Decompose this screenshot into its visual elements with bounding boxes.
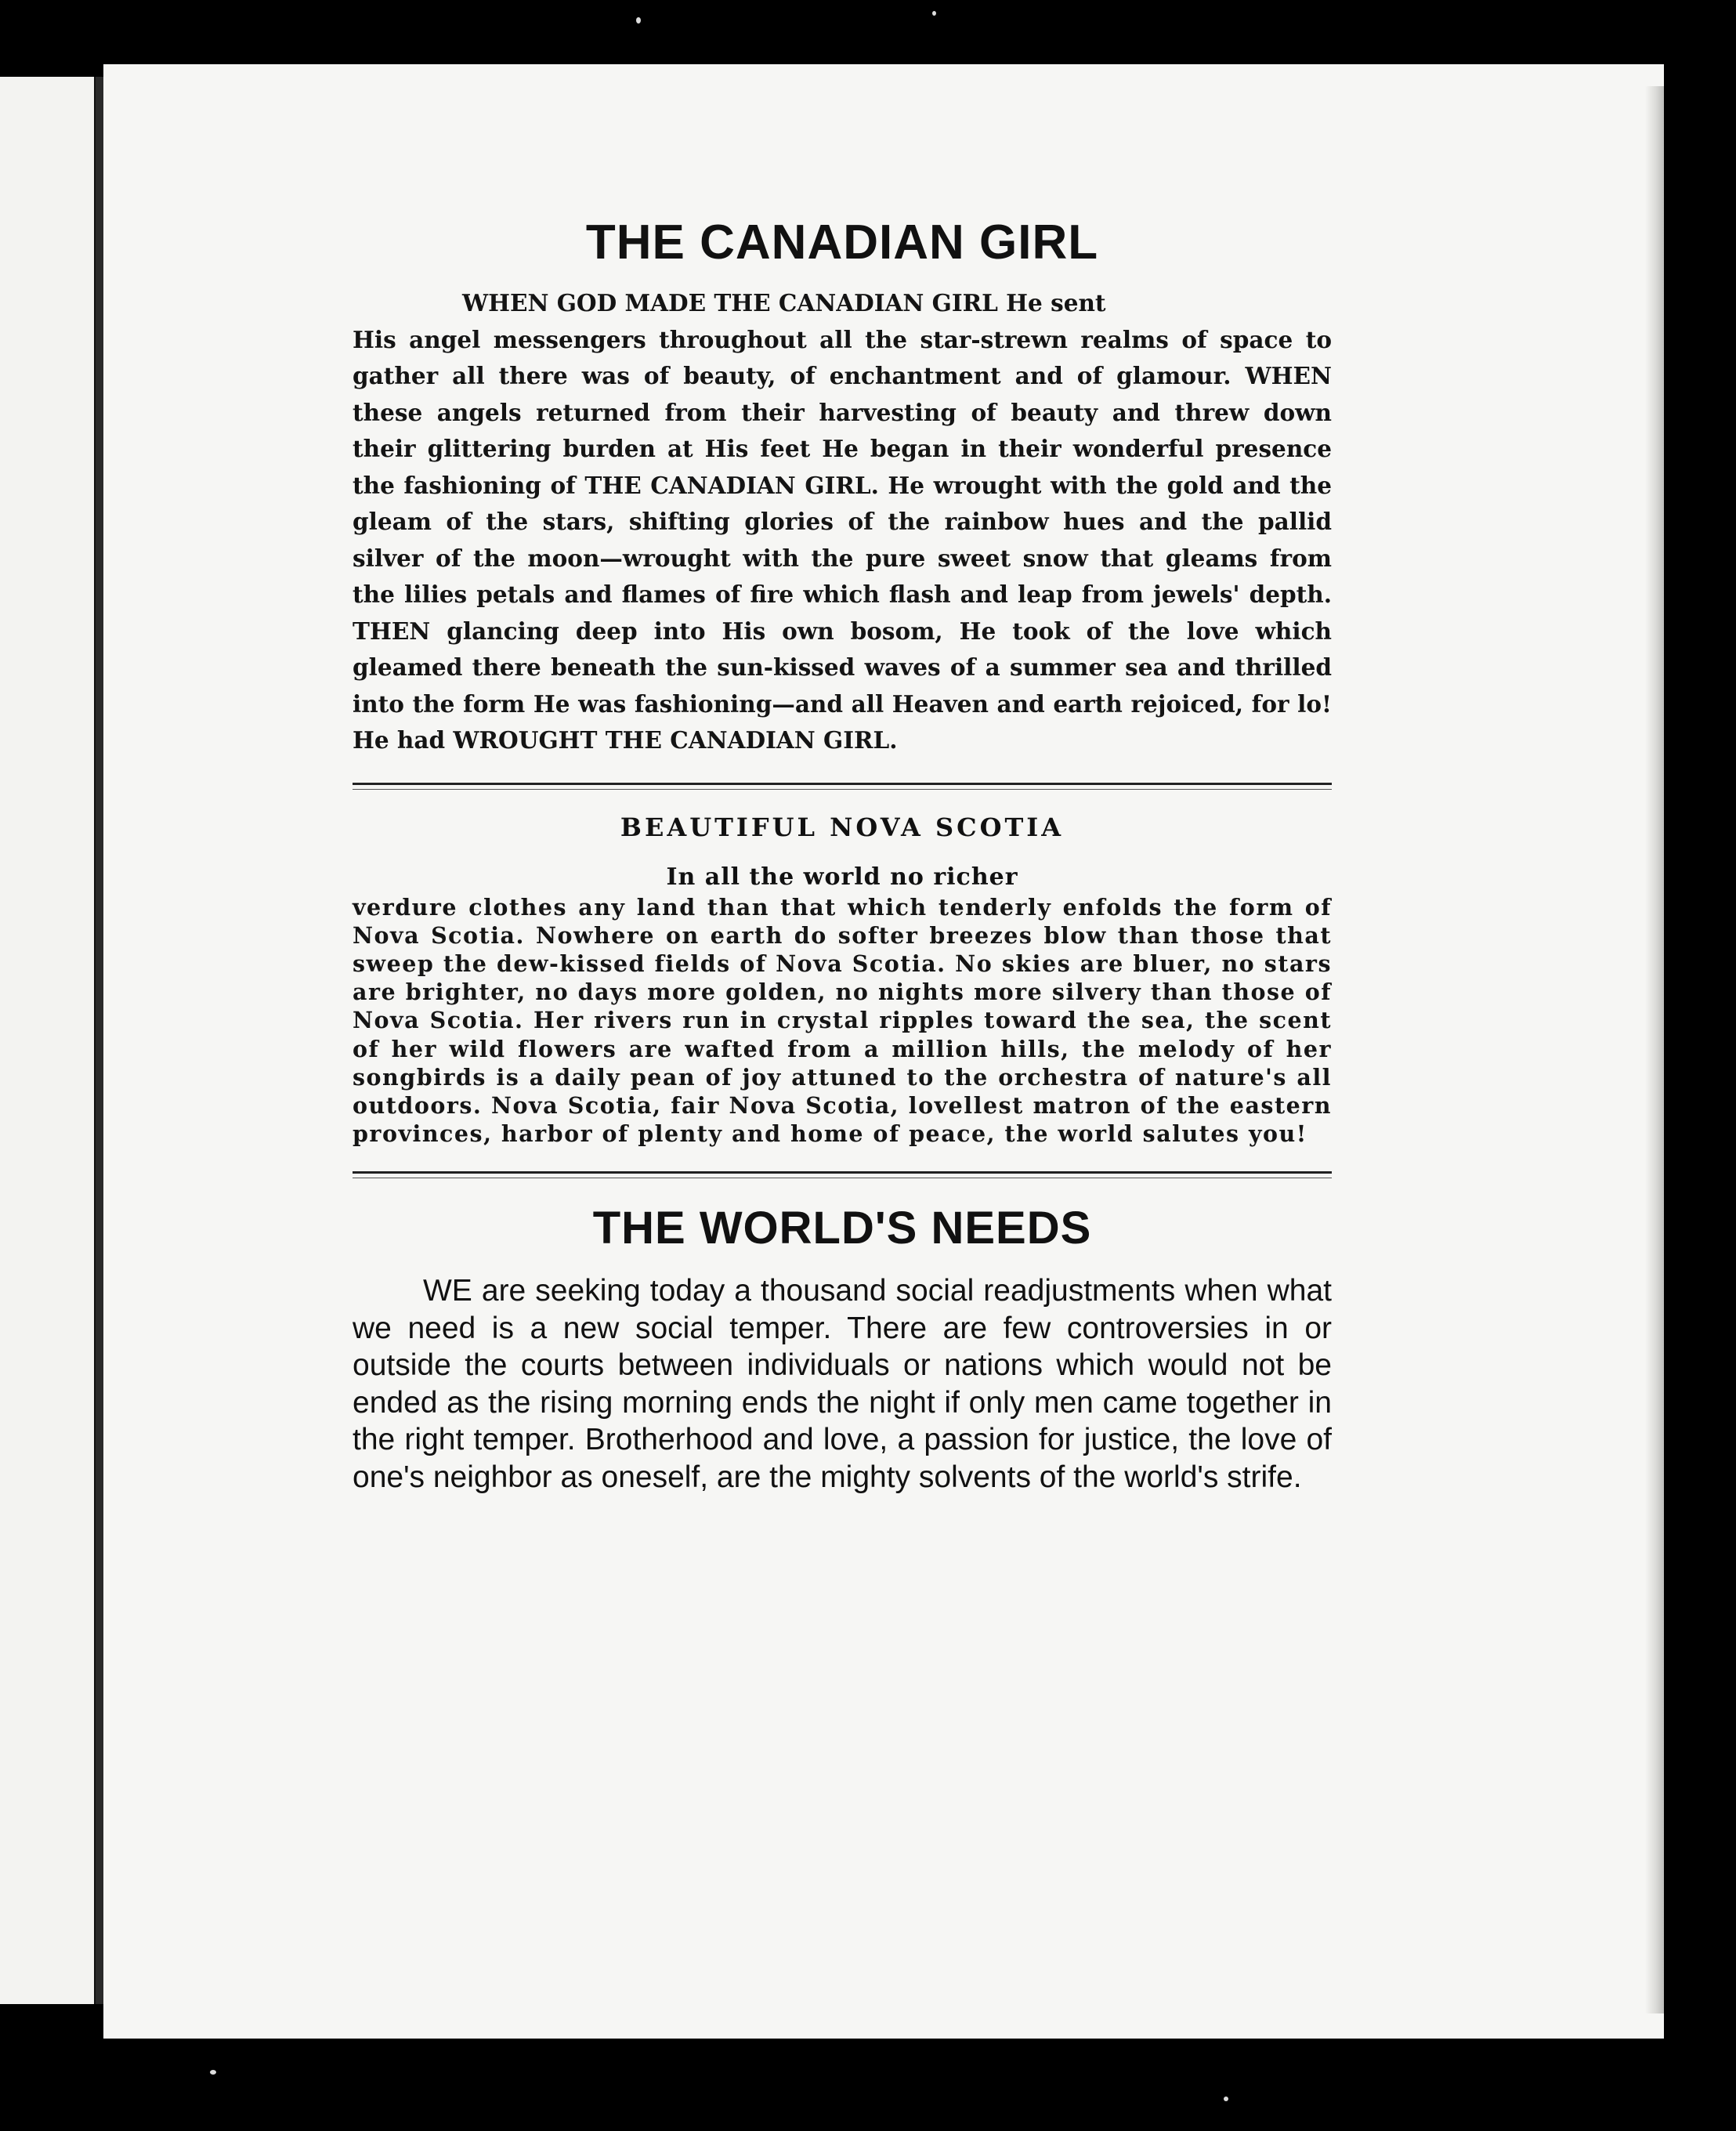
left-page-margin (0, 77, 99, 2004)
worlds-needs-title: THE WORLD'S NEEDS (592, 1203, 1092, 1254)
speck (932, 11, 936, 16)
book-spine-edge (96, 77, 103, 2004)
canadian-girl-paragraph (353, 285, 1332, 759)
canadian-girl-title: THE CANADIAN GIRL (585, 215, 1099, 270)
canadian-girl-body: His angel messengers throughout all the star-strewn realms of space to gather all there was of beauty, of enchantment and of glamour. WHEN these angels returned from their harvesting of beauty and threw down their glittering burden at His feet He began in their wonderful presence the fashioning of THE CANADIAN GIRL. He wrought with the gold and the gleam of the stars, shifting glories of the rainbow hues and the pallid silver of the moon—wrought with the pure sweet snow that gleams from the lilies petals and flames of fire which flash and leap from jewels' depth. THEN glancing deep into His own bosom, He took of the love which gleamed there beneath the sun-kissed waves of a summer sea and thrilled into the form He was fashioning—and all Heaven and earth rejoiced, for lo! He had WROUGHT THE CANADIAN GIRL. (353, 325, 1332, 754)
speck (636, 17, 641, 24)
worlds-needs-paragraph (353, 1272, 1332, 1496)
speck (1224, 2097, 1228, 2101)
nova-scotia-lead: In all the world no richer (666, 863, 1018, 891)
section-divider (353, 1171, 1332, 1178)
nova-scotia-section (353, 810, 1332, 1149)
section-divider (353, 783, 1332, 790)
page-right-edge (1645, 86, 1664, 2013)
canadian-girl-section (353, 212, 1332, 759)
page-content (353, 212, 1332, 1496)
nova-scotia-body: verdure clothes any land than that which tenderly enfolds the form of Nova Scotia. Nowhere on earth do softer breezes blow than those that sweep the dew-kissed fields of Nova Scotia. No skies are bluer, no stars are brighter, no days more golden, no nights more silvery than those of Nova Scotia. Her rivers run in crystal ripples toward the sea, the scent of her wild flowers are wafted from a million hills, the melody of her songbirds is a daily pean of joy attuned to the orchestra of nature's all outdoors. Nova Scotia, fair Nova Scotia, lovellest matron of the eastern provinces, harbor of plenty and home of peace, the world salutes you! (353, 893, 1332, 1148)
speck (210, 2070, 216, 2075)
nova-scotia-title: BEAUTIFUL NOVA SCOTIA (620, 812, 1065, 842)
canadian-girl-lead: WHEN GOD MADE THE CANADIAN GIRL He sent (462, 289, 1106, 317)
worlds-needs-section (353, 1199, 1332, 1496)
worlds-needs-body: WE are seeking today a thousand social readjustments when what we need is a new social temper. There are few controversies in or outside the courts between individuals or nations which would not be ended as the rising morning ends the night if only men came together in the right temper. Brotherhood and love, a passion for justice, the love of one's neighbor as oneself, are the mighty solvents of the world's strife. (353, 1274, 1332, 1494)
